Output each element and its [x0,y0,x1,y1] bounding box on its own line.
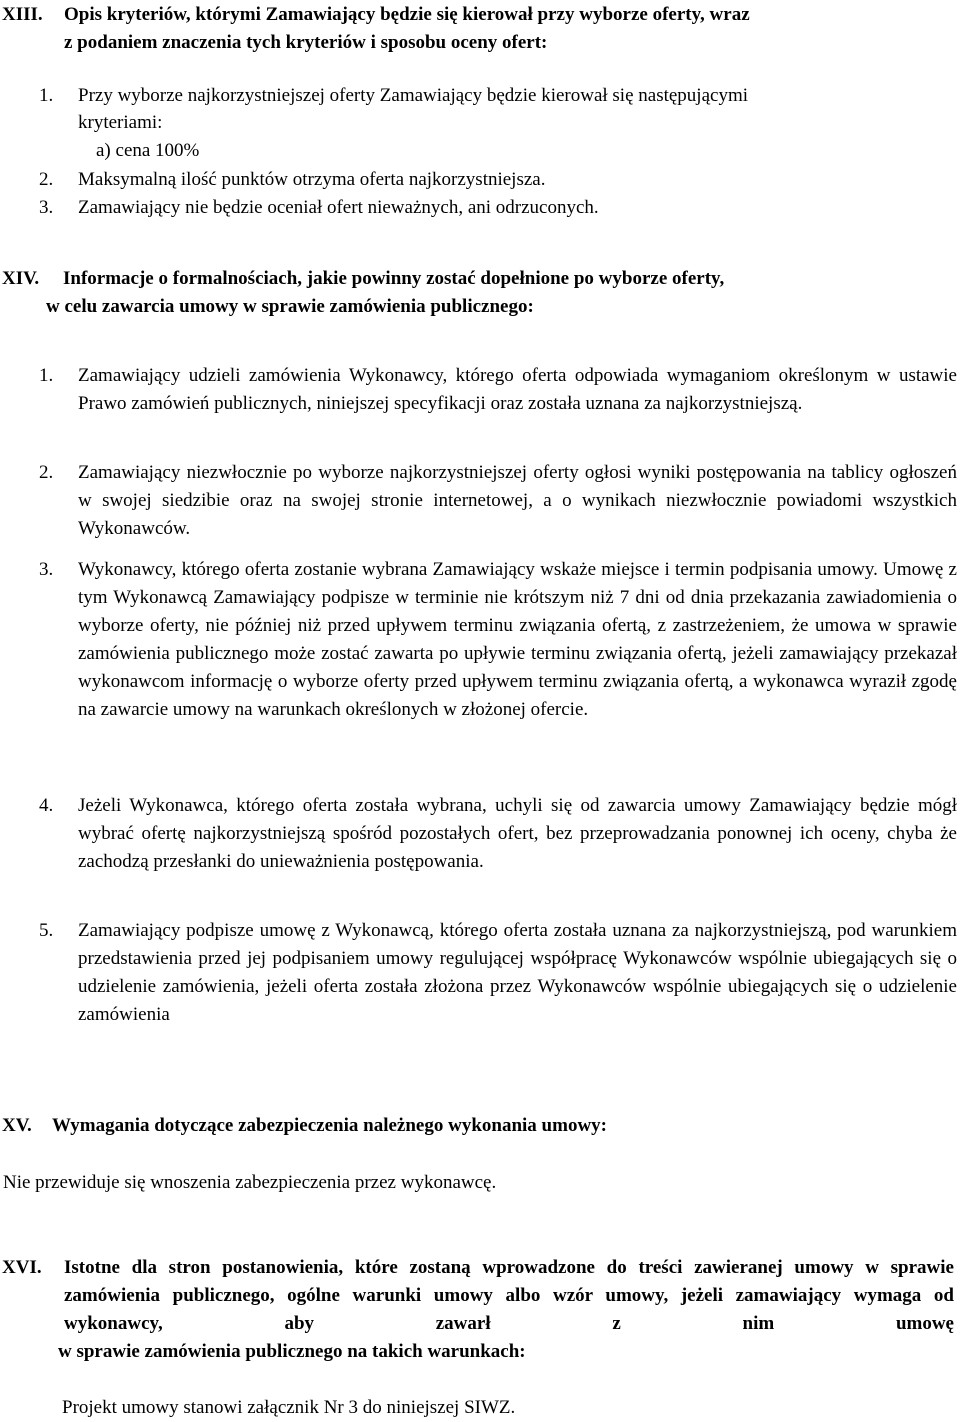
item-number: 1. [39,85,54,106]
section-xvi-number: XVI. [2,1257,42,1278]
section-xiii-number: XIII. [2,4,43,25]
section-xiv-number: XIV. [2,268,40,289]
section-xiv-title-line2: w celu zawarcia umowy w sprawie zamówienia publicznego: [46,296,534,317]
item-text-line1: Przy wyborze najkorzystniejszej oferty Zamawiający będzie kierował się następującymi [78,85,749,106]
item-number: 4. [39,795,54,816]
item-number: 1. [39,365,54,386]
section-xvi-heading [2,1254,957,1366]
section-xvi-title-last-line: w sprawie zamówienia publicznego na takich warunkach: [58,1341,526,1362]
item-number: 3. [39,559,54,580]
item-text: Zamawiający niezwłocznie po wyborze najkorzystniejszej oferty ogłosi wyniki postępowania na tablicy ogłoszeń w swojej siedzibie oraz na swojej stronie internetowej, a o wynikach niezwłocznie powiadomi wszystkich Wykonawców. [78,462,957,539]
item-text: Jeżeli Wykonawca, którego oferta została wybrana, uchyli się od zawarcia umowy Zamawiający będzie mógł wybrać ofertę najkorzystniejszą spośród pozostałych ofert, bez przeprowadzania ponownej ich oceny, chyba że zachodzą przesłanki do unieważnienia postępowania. [78,795,957,872]
section-xv-text: Nie przewiduje się wnoszenia zabezpieczenia przez wykonawcę. [3,1172,497,1193]
item-number: 5. [39,920,54,941]
item-text: Zamawiający podpisze umowę z Wykonawcą, którego oferta została uznana za najkorzystniejszą, pod warunkiem przedstawienia przed jej podpisaniem umowy regulującej współpracę Wykonawców wspólnie ubiegających się o udzielenie zamówienia, jeżeli oferta została złożona przez Wykonawców wspólnie ubiegających się o udzielenie zamówienia [78,920,957,1025]
item-number: 2. [39,169,54,190]
section-xv-number: XV. [2,1115,32,1136]
item-number: 3. [39,197,54,218]
item-number: 2. [39,462,54,483]
section-xvi-title: Istotne dla stron postanowienia, które zostaną wprowadzone do treści zawieranej umowy w sprawie zamówienia publicznego, ogólne warunki umowy albo wzór umowy, jeżeli zamawiający wymaga od wykonawcy, aby zawarł z nim umowę [64,1257,954,1334]
item-text: Zamawiający udzieli zamówienia Wykonawcy, którego oferta odpowiada wymaganiom określonym w ustawie Prawo zamówień publicznych, niniejszej specyfikacji oraz została uznana za najkorzystniejszą. [78,365,957,414]
section-xv-heading [2,1112,942,1140]
section-xiv-heading [2,265,942,321]
section-xiii-title-line2: z podaniem znaczenia tych kryteriów i sposobu oceny ofert: [64,32,548,53]
item-text: Wykonawcy, którego oferta zostanie wybrana Zamawiający wskaże miejsce i termin podpisania umowy. Umowę z tym Wykonawcą Zamawiający podpisze w terminie nie krótszym niż 7 dni od dnia przekazania zawiadomienia o wyborze oferty, nie później niż przed upływem terminu związania ofertą, z zastrzeżeniem, że umowa w sprawie zamówienia publicznego może zostać zawarta po upływie terminu związania ofertą, jeżeli zamawiający przekazał wykonawcom informację o wyborze oferty przed upływem terminu związania ofertą, a wykonawca wyraził zgodę na zawarcie umowy na warunkach określonych w złożonej ofercie. [78,559,957,720]
item-subpoint-a: a) cena 100% [96,140,200,161]
section-xiii-heading [2,1,942,57]
section-xiii-title-line1: Opis kryteriów, którymi Zamawiający będzie się kierował przy wyborze oferty, wraz [64,4,750,25]
section-xiv-title-line1: Informacje o formalnościach, jakie powinny zostać dopełnione po wyborze oferty, [63,268,725,289]
item-text: Zamawiający nie będzie oceniał ofert nieważnych, ani odrzuconych. [78,197,599,218]
item-text: Maksymalną ilość punktów otrzyma oferta najkorzystniejsza. [78,169,546,190]
section-xvi-text: Projekt umowy stanowi załącznik Nr 3 do niniejszej SIWZ. [62,1397,516,1418]
item-text-line2: kryteriami: [78,112,163,133]
section-xv-title: Wymagania dotyczące zabezpieczenia należnego wykonania umowy: [52,1115,607,1136]
